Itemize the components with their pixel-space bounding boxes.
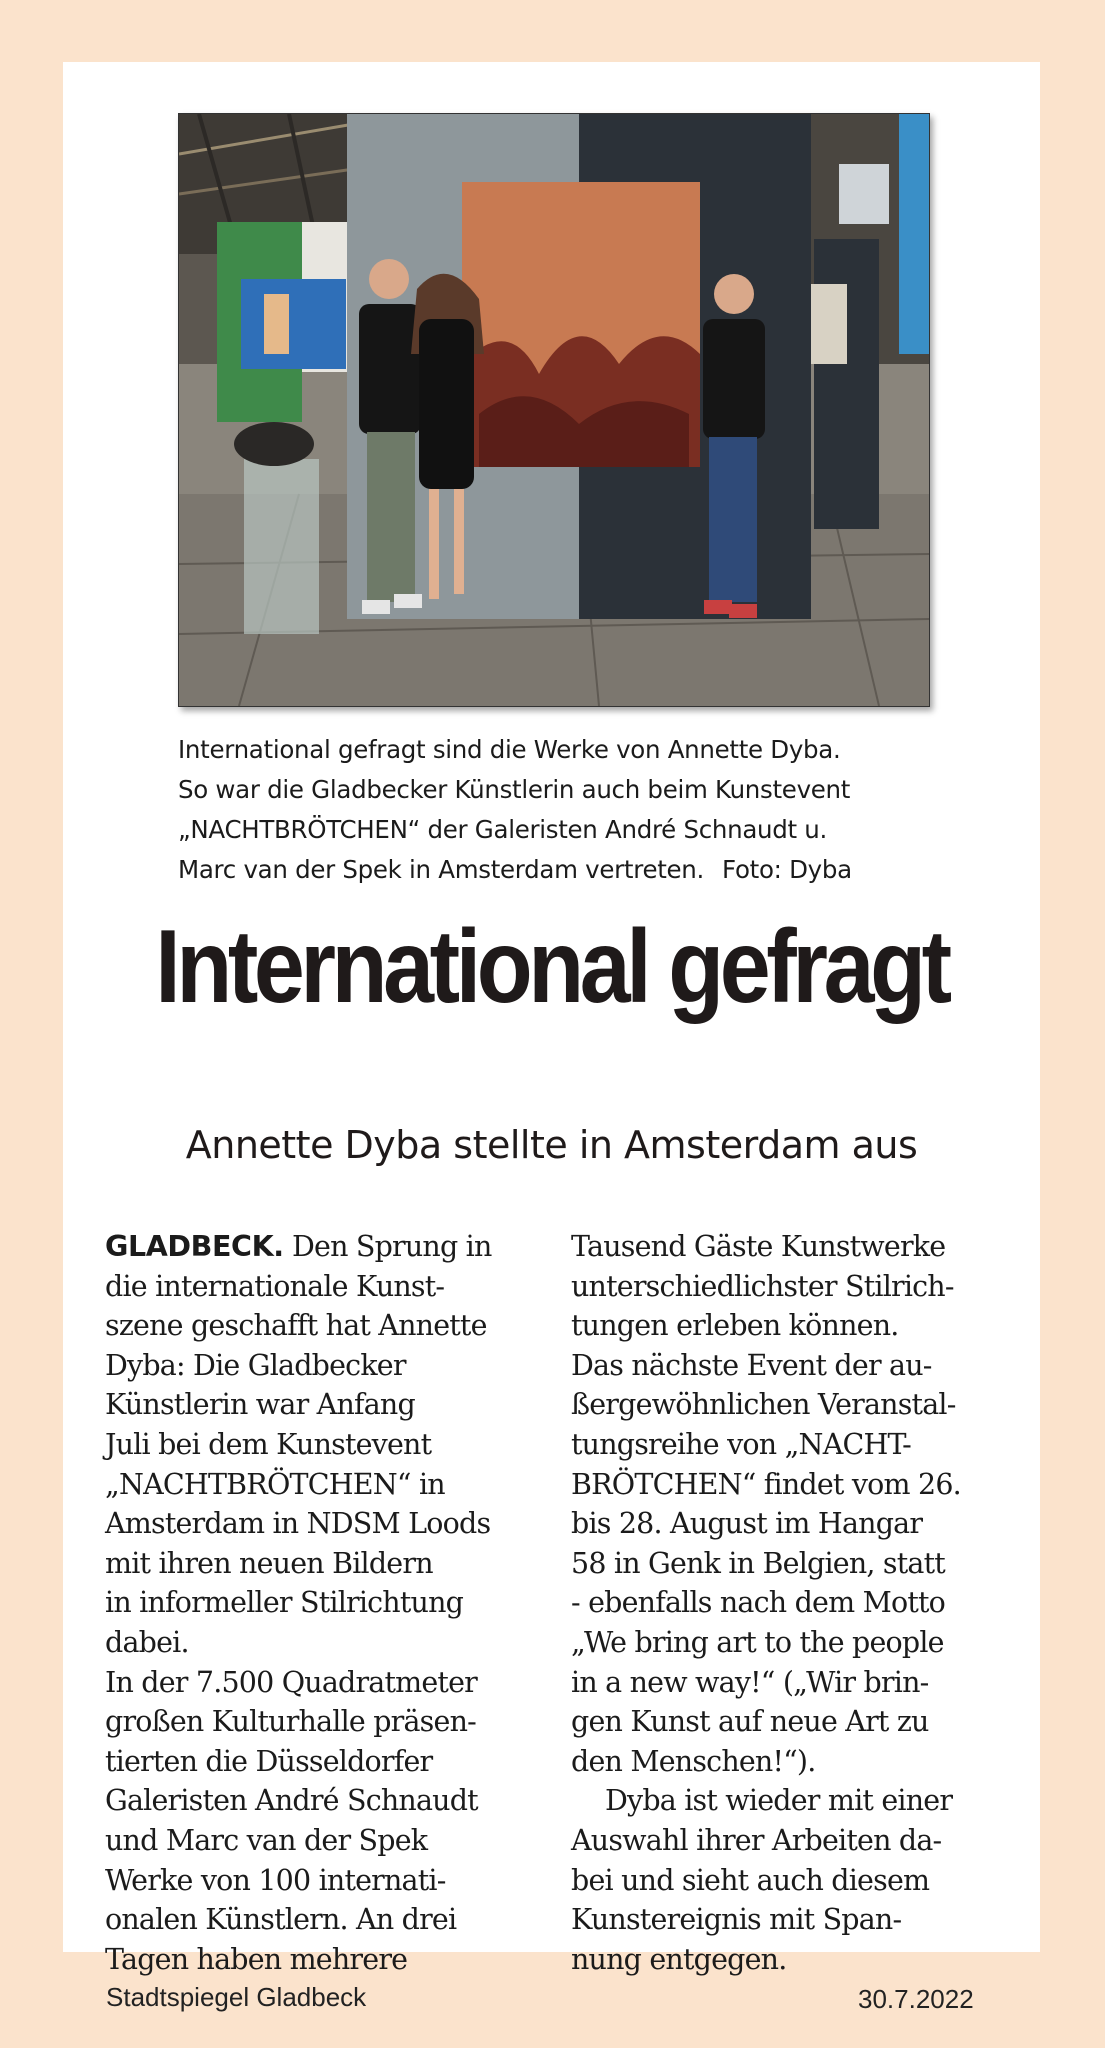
article-line: gen Kunst auf neue Art zu — [571, 1705, 929, 1739]
article-line: nung entgegen. — [571, 1942, 787, 1976]
article-line: tierten die Düsseldorfer — [105, 1744, 433, 1778]
article-line: ßergewöhnlichen Veranstal- — [571, 1388, 956, 1422]
article-line: dabei. — [105, 1625, 189, 1659]
article-line: Werke von 100 internati- — [105, 1863, 446, 1897]
article-line: „NACHTBRÖTCHEN“ in — [105, 1467, 445, 1501]
article-line: in a new way!“ („Wir brin- — [571, 1665, 929, 1699]
headline: International gefragt — [155, 909, 948, 1025]
photo-caption — [178, 730, 978, 890]
article-line: bis 28. August im Hangar — [571, 1507, 923, 1541]
article-line: onalen Künstlern. An drei — [105, 1903, 457, 1937]
article-line: Dyba ist wieder mit einer — [605, 1784, 953, 1818]
article-line: Tausend Gäste Kunstwerke — [571, 1230, 946, 1263]
article-line: szene geschafft hat Annette — [105, 1309, 487, 1343]
article-line: „We bring art to the people — [571, 1625, 944, 1659]
article-line: Künstlerin war Anfang — [105, 1388, 415, 1422]
subheadline: Annette Dyba stellte in Amsterdam aus — [185, 1123, 918, 1167]
article-line: Amsterdam in NDSM Loods — [105, 1507, 491, 1541]
article-line: mit ihren neuen Bildern — [105, 1546, 433, 1580]
article-line: bei und sieht auch diesem — [571, 1863, 930, 1897]
article-line: Das nächste Event der au- — [571, 1348, 932, 1382]
caption-line — [178, 850, 978, 890]
article-line: 58 in Genk in Belgien, statt — [571, 1546, 945, 1580]
article-line: - ebenfalls nach dem Motto — [571, 1586, 945, 1620]
article-line: Auswahl ihrer Arbeiten da- — [571, 1823, 942, 1857]
article-line: Juli bei dem Kunstevent — [105, 1427, 432, 1461]
photo-illustration — [179, 114, 929, 706]
article-column-right — [571, 1227, 1011, 1979]
article-line: tungen erleben können. — [571, 1309, 899, 1343]
article-line: Tagen haben mehrere — [105, 1942, 408, 1976]
publication-date: 30.7.2022 — [858, 1984, 974, 2014]
article-line: in informeller Stilrichtung — [105, 1586, 464, 1620]
article-photo — [178, 113, 930, 707]
article-column-left — [105, 1227, 535, 1979]
article-line: BRÖTCHEN“ findet vom 26. — [571, 1467, 961, 1501]
dateline: GLADBECK. — [105, 1230, 284, 1263]
newspaper-clipping — [63, 62, 1040, 1976]
article-line: die internationale Kunst- — [105, 1269, 445, 1303]
caption-line: International gefragt sind die Werke von Annette Dyba. — [178, 735, 841, 764]
article-line: Kunstereignis mit Span- — [571, 1903, 902, 1937]
article-line: großen Kulturhalle präsen- — [105, 1705, 476, 1739]
article-line: und Marc van der Spek — [105, 1823, 428, 1857]
caption-line-text: Marc van der Spek in Amsterdam vertreten. — [178, 855, 705, 884]
article-line-text: Den Sprung in — [283, 1230, 492, 1263]
caption-line: „NACHTBRÖTCHEN“ der Galeristen André Schnaudt u. — [178, 815, 828, 844]
article-line: Dyba: Die Gladbecker — [105, 1348, 406, 1382]
article-line — [105, 1227, 535, 1267]
caption-line: So war die Gladbecker Künstlerin auch beim Kunstevent — [178, 775, 851, 804]
photo-credit: Foto: Dyba — [722, 855, 852, 884]
article-line: tungsreihe von „NACHT- — [571, 1427, 911, 1461]
publication-name: Stadtspiegel Gladbeck — [106, 1982, 367, 2012]
article-line: unterschiedlichster Stilrich- — [571, 1269, 954, 1303]
article-line: den Menschen!“). — [571, 1744, 816, 1778]
article-line: In der 7.500 Quadratmeter — [105, 1665, 477, 1699]
article-line: Galeristen André Schnaudt — [105, 1784, 478, 1818]
